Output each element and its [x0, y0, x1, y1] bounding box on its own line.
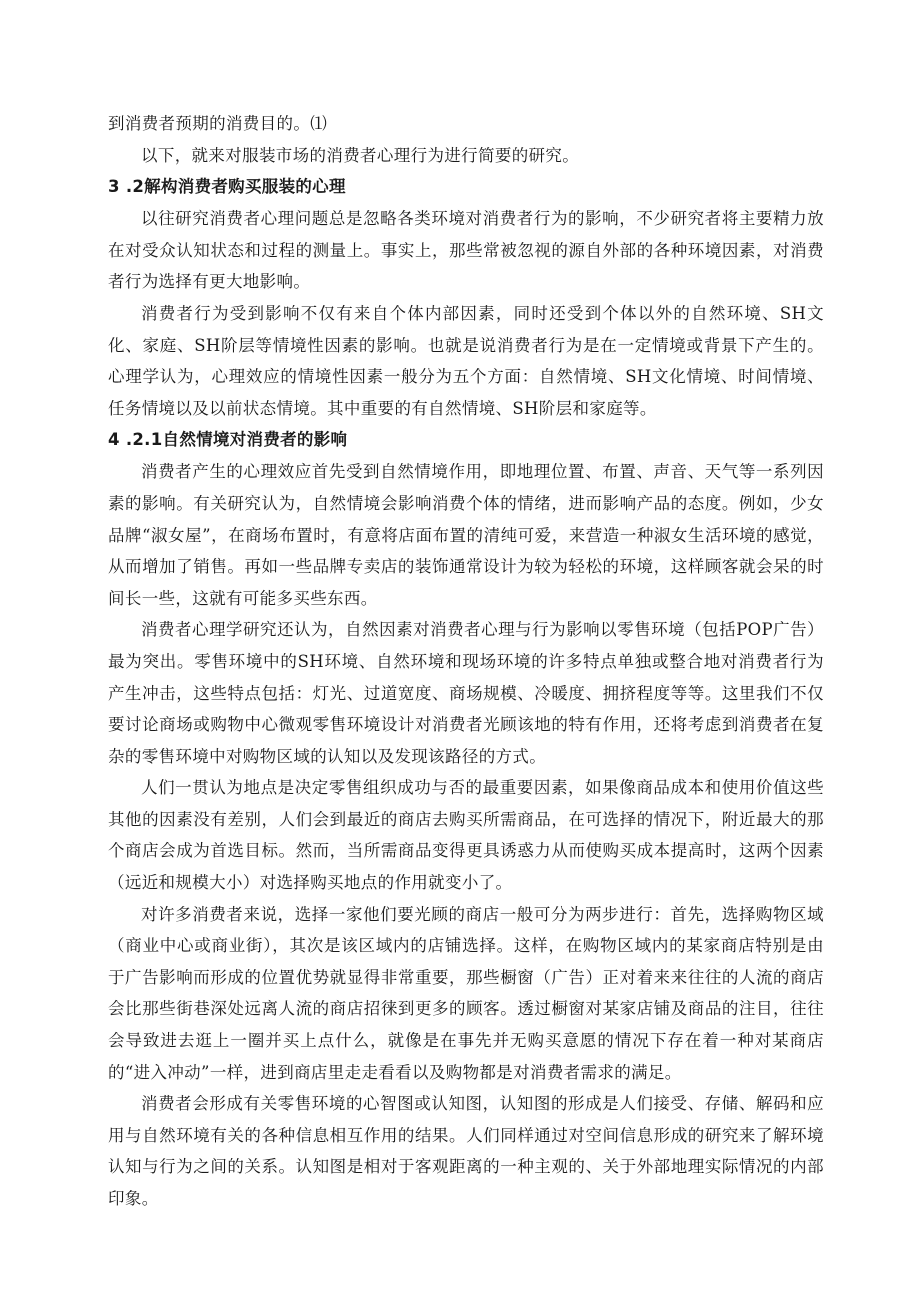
paragraph: 消费者心理学研究还认为，自然因素对消费者心理与行为影响以零售环境（包括POP广告）最为突出。零售环境中的SH环境、自然环境和现场环境的许多特点单独或整合地对消费者行为产生冲击，这些特点包括：灯光、过道宽度、商场规模、冷暖度、拥挤程度等等。这里我们不仅要讨论商场或购物中心微观零售环境设计对消费者光顾该地的特有作用，还将考虑到消费者在复杂的零售环境中对购物区域的认知以及发现该路径的方式。 — [108, 620, 824, 766]
paragraph-continuation: 到消费者预期的消费目的。⑴ — [108, 114, 328, 133]
paragraph: 对许多消费者来说，选择一家他们要光顾的商店一般可分为两步进行：首先，选择购物区域（商业中心或商业街），其次是该区域内的店铺选择。这样，在购物区域内的某家商店特别是由于广告影响而形成的位置优势就显得非常重要，那些橱窗（广告）正对着来来往往的人流的商店会比那些街巷深处远离人流的商店招徕到更多的顾客。透过橱窗对某家店铺及商品的注目，往往会导致进去逛上一圈并买上点什么，就像是在事先并无购买意愿的情况下存在着一种对某商店的“进入冲动”一样，进到商店里走走看看以及购物都是对消费者需求的满足。 — [108, 904, 824, 1082]
paragraph-intro: 以下，就来对服装市场的消费者心理行为进行简要的研究。 — [141, 145, 580, 165]
paragraph: 消费者产生的心理效应首先受到自然情境作用，即地理位置、布置、声音、天气等一系列因素的影响。有关研究认为，自然情境会影响消费个体的情绪，进而影响产品的态度。例如，少女品牌“淑女屋”，在商场布置时，有意将店面布置的清纯可爱，来营造一种淑女生活环境的感觉，从而增加了销售。再如一些品牌专卖店的装饰通常设计为较为轻松的环境，这样顾客就会呆的时间长一些，这就有可能多买些东西。 — [108, 462, 824, 608]
paragraph: 消费者会形成有关零售环境的心智图或认知图，认知图的形成是人们接受、存储、解码和应用与自然环境有关的各种信息相互作用的结果。人们同样通过对空间信息形成的研究来了解环境认知与行为之间的关系。认知图是相对于客观距离的一种主观的、关于外部地理实际情况的内部印象。 — [108, 1094, 824, 1208]
paragraph: 以往研究消费者心理问题总是忽略各类环境对消费者行为的影响，不少研究者将主要精力放在对受众认知状态和过程的测量上。事实上，那些常被忽视的源自外部的各种环境因素，对消费者行为选择有更大地影响。 — [108, 209, 824, 292]
document-body — [108, 108, 824, 1215]
paragraph: 人们一贯认为地点是决定零售组织成功与否的最重要因素，如果像商品成本和使用价值这些其他的因素没有差别，人们会到最近的商店去购买所需商品，在可选择的情况下，附近最大的那个商店会成为首选目标。然而，当所需商品变得更具诱惑力从而使购买成本提高时，这两个因素（远近和规模大小）对选择购买地点的作用就变小了。 — [108, 778, 824, 893]
section-heading-4-2-1: 4 .2.1自然情境对消费者的影响 — [108, 430, 348, 450]
paragraph: 消费者行为受到影响不仅有来自个体内部因素，同时还受到个体以外的自然环境、SH文化、家庭、SH阶层等情境性因素的影响。也就是说消费者行为是在一定情境或背景下产生的。心理学认为，心理效应的情境性因素一般分为五个方面：自然情境、SH文化情境、时间情境、任务情境以及以前状态情境。其中重要的有自然情境、SH阶层和家庭等。 — [108, 303, 824, 418]
section-heading-3-2: 3 .2解构消费者购买服装的心理 — [108, 177, 346, 197]
